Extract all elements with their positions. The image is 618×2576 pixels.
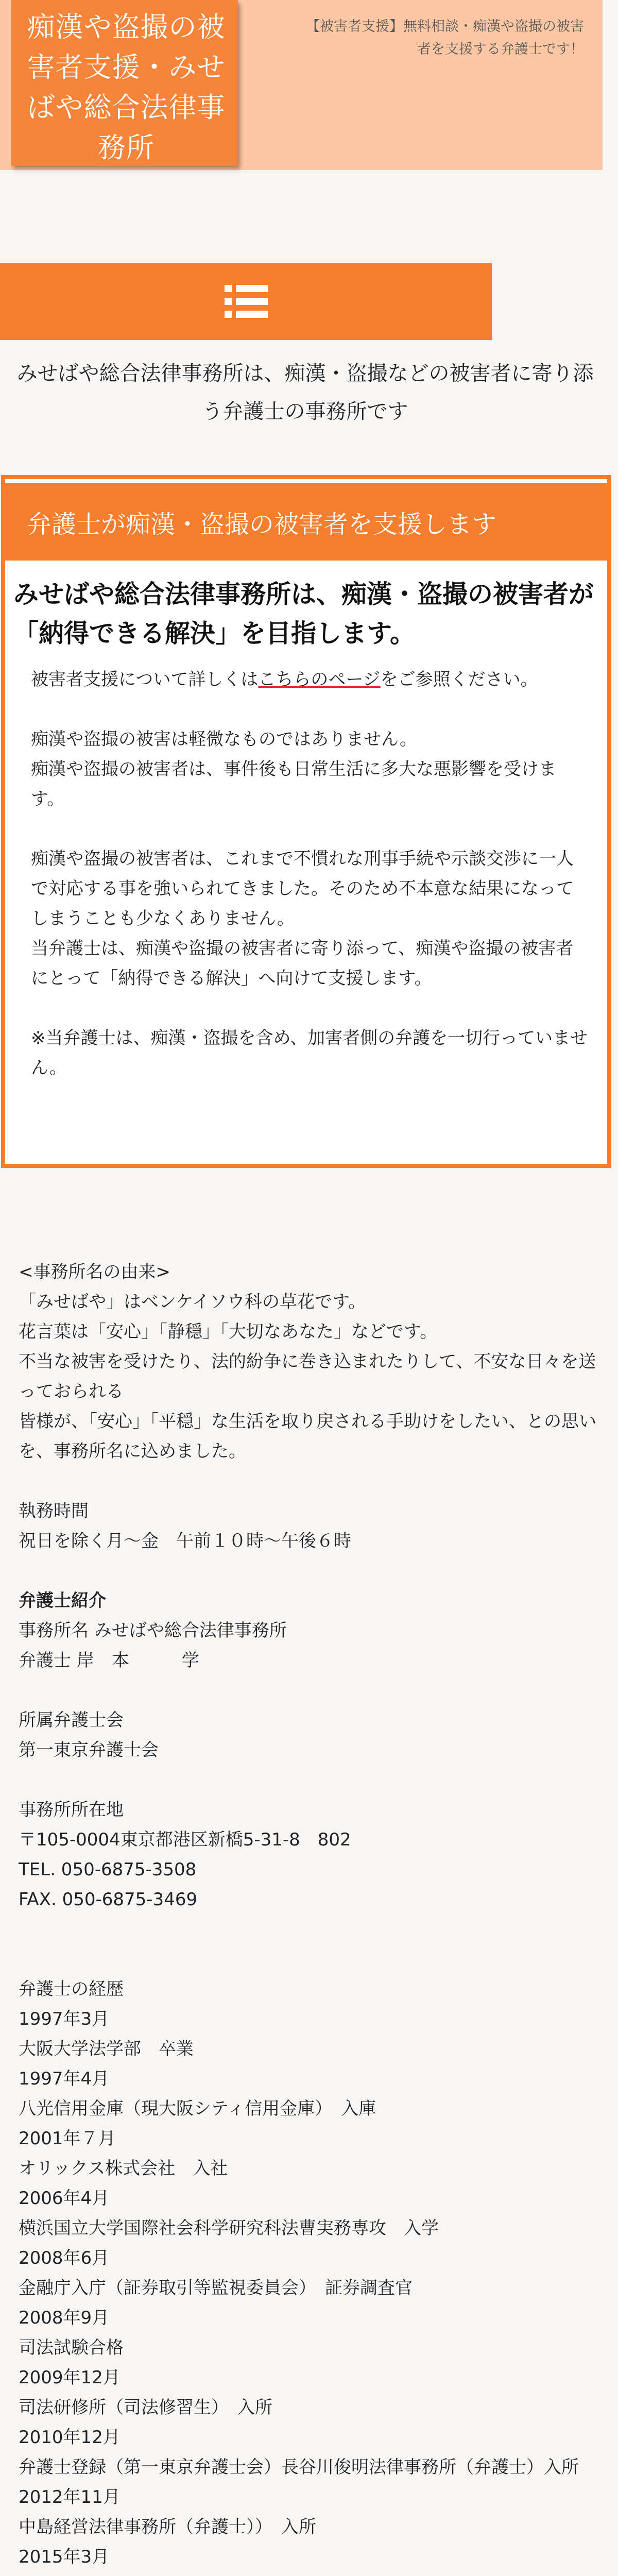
career-item: 中島経営法律事務所（弁護士）） 入所 [19,2517,316,2537]
career-item: 横浜国立大学国際社会科学研究科法曹実務専攻 入学 [19,2218,439,2239]
spacer [19,1914,606,1944]
career-item: 司法試験合格 [19,2337,124,2358]
career-item: 2012年11月 [19,2487,121,2507]
address-value: 〒105-0004東京都港区新橋5-31-8 802 [19,1829,351,1850]
fax-value: FAX. 050-6875-3469 [19,1889,198,1910]
lawyer-office: 事務所名 みせばや総合法律事務所 [19,1620,287,1641]
support-paragraph-1b: 痴漢や盗撮の被害者は、事件後も日常生活に多大な悪影響を受けます。 [31,759,556,809]
support-detail-suffix: をご参照ください。 [380,669,538,690]
spacer [19,1675,606,1705]
career-label: 弁護士の経歴 [19,1979,124,1999]
career-item: 2010年12月 [19,2427,121,2448]
lawyer-label: 弁護士紹介 [19,1590,106,1611]
career-item: 1997年4月 [19,2069,110,2089]
support-detail [31,665,590,694]
support-title: みせばや総合法律事務所は、痴漢・盗撮の被害者が「納得できる解決」を目指します。 [13,580,594,648]
hours-label: 執務時間 [19,1501,89,1521]
career-item [19,2572,606,2576]
career-item: 2001年７月 [19,2128,116,2149]
site-logo-text[interactable]: 痴漢や盗撮の被害者支援・みせばや総合法律事務所 [27,11,226,164]
career-item: 2008年6月 [19,2248,110,2268]
career-item: 2008年9月 [19,2308,110,2328]
office-name-line: 皆様が、「安心」「平穏」な生活を取り戻される手助けをしたい、との思いを、事務所名に込めました。 [19,1411,596,1462]
menu-button[interactable] [0,263,492,340]
office-name-heading: <事務所名の由来> [19,1262,170,1282]
lawyer-name: 弁護士 岸 本 学 [19,1650,199,1671]
career-item: 大阪大学法学部 卒業 [19,2039,194,2059]
support-heading: 弁護士が痴漢・盗撮の被害者を支援します [5,483,607,561]
career-item: 1997年3月 [19,2009,110,2029]
support-detail-link[interactable]: こちらのページ [258,669,381,690]
association-label: 所属弁護士会 [19,1710,124,1731]
support-detail-prefix: 被害者支援について詳しくは [31,669,259,690]
support-section [1,475,611,1168]
career-item: 2009年12月 [19,2367,121,2388]
office-name-line: 花言葉は「安心」「静穏」「大切なあなた」などです。 [19,1321,438,1342]
career-item: 弁護士登録（第一東京弁護士会）長谷川俊明法律事務所（弁護士）入所 [19,2457,579,2478]
header-tagline: 【被害者支援】無料相談・痴漢や盗撮の被害者を支援する弁護士です！ [306,19,584,57]
career-item: 金融庁入庁（証券取引等監視委員会） 証券調査官 [19,2278,413,2298]
career-item: 八光信用金庫（現大阪シティ信用金庫） 入庫 [19,2098,376,2119]
support-body [5,653,607,1083]
site-description: みせばや総合法律事務所は、痴漢・盗撮などの被害者に寄り添う弁護士の事務所です [16,362,594,423]
association-value: 第一東京弁護士会 [19,1740,159,1760]
site-header [0,0,603,170]
career-item: 司法研修所（司法修習生） 入所 [19,2397,272,2418]
hamburger-menu-icon[interactable] [225,285,268,318]
office-info [19,1257,606,2576]
spacer [19,1466,606,1496]
support-paragraph-3: ※当弁護士は、痴漢・盗撮を含め、加害者側の弁護を一切行っていません。 [31,1028,588,1078]
site-logo[interactable] [11,0,238,166]
hours-value: 祝日を除く月〜金 午前１０時〜午後６時 [19,1531,351,1551]
spacer [19,1765,606,1795]
career-item: オリックス株式会社 入社 [19,2158,228,2179]
spacer [19,1556,606,1586]
tel-value: TEL. 050-6875-3508 [19,1859,197,1880]
office-name-line: 「みせばや」はベンケイソウ科の草花です。 [19,1292,366,1312]
address-label: 事務所所在地 [19,1800,124,1820]
support-paragraph-1a: 痴漢や盗撮の被害は軽微なものではありません。 [31,729,418,750]
support-paragraph-2b: 当弁護士は、痴漢や盗撮の被害者に寄り添って、痴漢や盗撮の被害者にとって「納得できる解決」へ向けて支援します。 [31,938,574,989]
spacer [19,1944,606,1974]
support-paragraph-2a: 痴漢や盗撮の被害者は、これまで不慣れな刑事手続や示談交渉に一人で対応する事を強いられてきました。そのため不本意な結果になってしまうことも少なくありません。 [31,849,574,929]
career-item: 2006年4月 [19,2188,110,2209]
office-name-line: 不当な被害を受けたり、法的紛争に巻き込まれたりして、不安な日々を送っておられる [19,1351,596,1402]
career-item: 2015年3月 [19,2547,110,2567]
